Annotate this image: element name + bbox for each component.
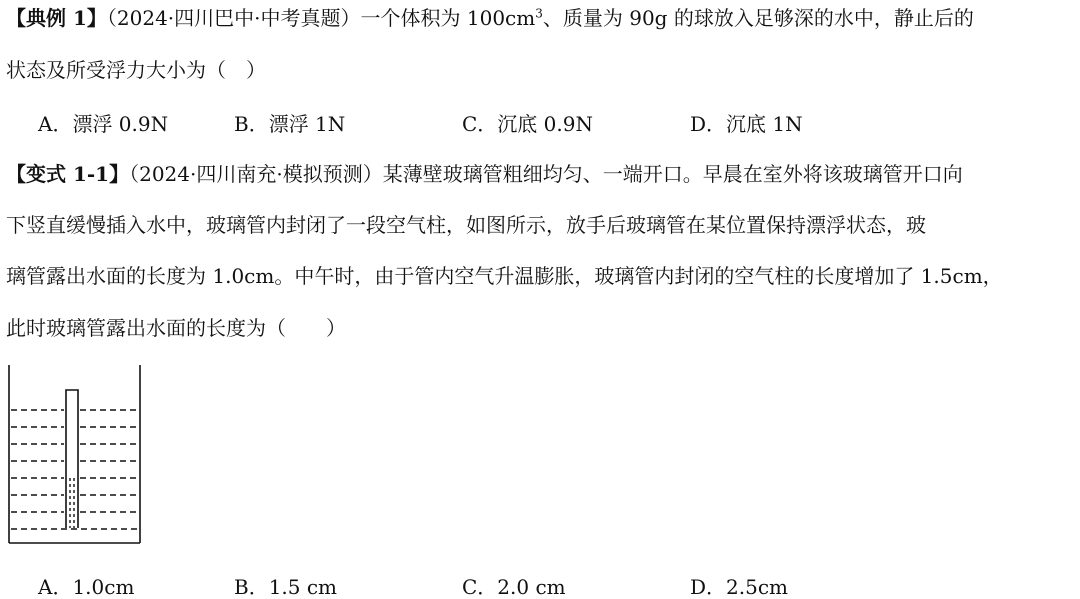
q1-stem-sup: 3	[535, 6, 543, 21]
q1-stem-line2: 状态及所受浮力大小为（ ）	[6, 58, 266, 82]
tube-figure	[0, 360, 160, 550]
q2-stem-line1	[6, 162, 963, 186]
q1-option-d: D．沉底 1N	[690, 112, 803, 136]
q2-stem-line3: 璃管露出水面的长度为 1.0cm。中午时，由于管内空气升温膨胀，玻璃管内封闭的空气柱的长度增加了 1.5cm，	[6, 264, 1003, 288]
q2-stem-line4: 此时玻璃管露出水面的长度为（ ）	[6, 316, 346, 340]
q2-option-c: C．2.0 cm	[462, 575, 566, 599]
q1-option-a: A．漂浮 0.9N	[38, 112, 169, 136]
q2-option-d: D．2.5cm	[690, 575, 789, 599]
q2-text-1: 某薄壁玻璃管粗细均匀、一端开口。早晨在室外将该玻璃管开口向	[382, 162, 963, 186]
q1-source: （2024·四川巴中·中考真题）	[106, 6, 361, 30]
q2-option-b: B．1.5 cm	[234, 575, 338, 599]
q1-stem-line1	[6, 6, 974, 30]
q1-tag: 【典例 1】	[6, 6, 107, 30]
q2-tag: 【变式 1-1】	[6, 162, 130, 186]
q1-option-c: C．沉底 0.9N	[462, 112, 593, 136]
q2-option-a: A．1.0cm	[38, 575, 135, 599]
q1-option-b: B．漂浮 1N	[234, 112, 346, 136]
q2-stem-line2: 下竖直缓慢插入水中，玻璃管内封闭了一段空气柱，如图所示，放手后玻璃管在某位置保持漂浮状态，玻	[6, 213, 926, 237]
glass-tube	[66, 390, 78, 528]
q1-stem-a: 一个体积为 100cm	[360, 6, 536, 30]
q2-source: （2024·四川南充·模拟预测）	[129, 162, 383, 186]
q1-stem-b: 、质量为 90g 的球放入足够深的水中，静止后的	[542, 6, 974, 30]
